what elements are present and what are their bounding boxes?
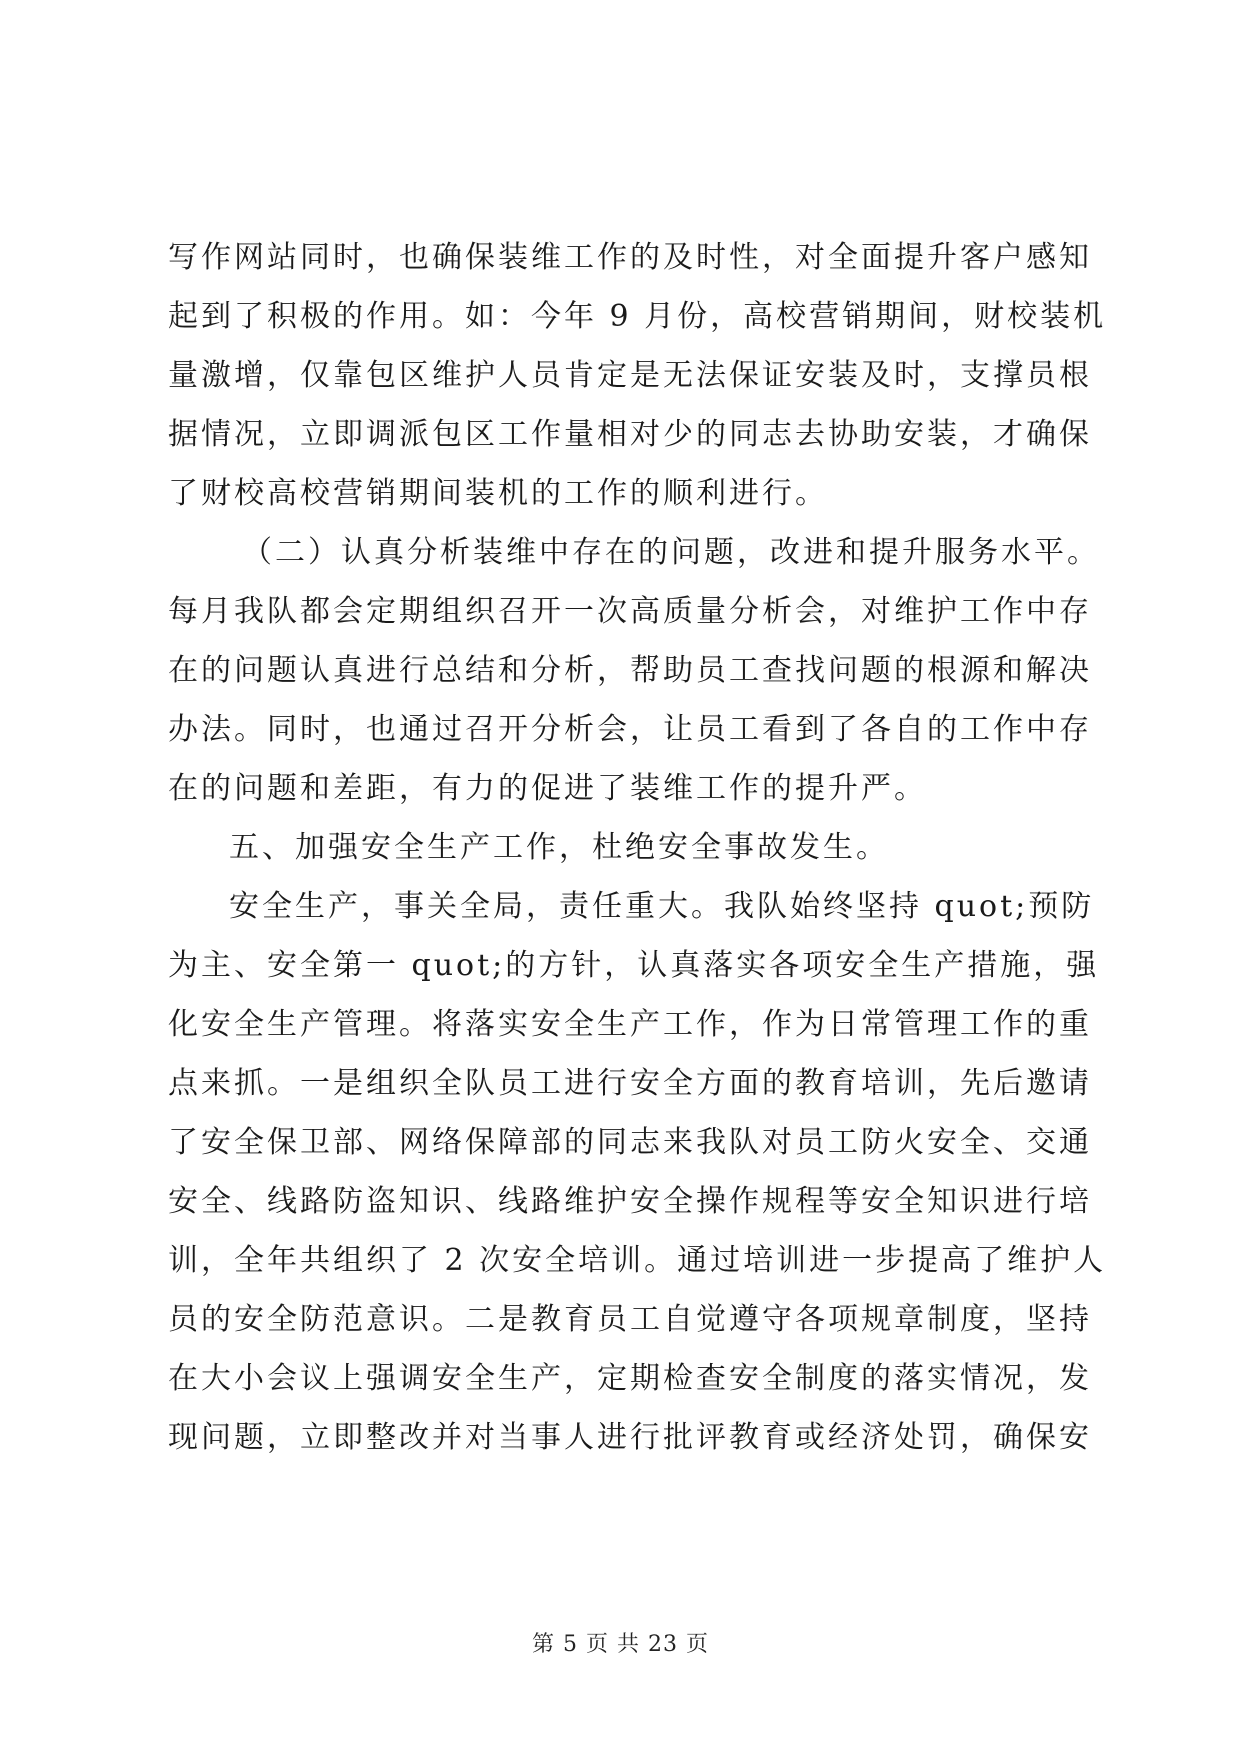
text-line: 现问题，立即整改并对当事人进行批评教育或经济处罚，确保安 [168, 1420, 1092, 1455]
text-line: 在大小会议上强调安全生产，定期检查安全制度的落实情况，发 [168, 1361, 1092, 1396]
section-heading: （二）认真分析装维中存在的问题，改进和提升服务水平。 [242, 535, 1100, 570]
text-line: 了财校高校营销期间装机的工作的顺利进行。 [168, 476, 828, 511]
page-number-footer: 第 5 页 共 23 页 [532, 1632, 709, 1657]
text-line: 在的问题认真进行总结和分析，帮助员工查找问题的根源和解决 [168, 653, 1092, 688]
text-line: 了安全保卫部、网络保障部的同志来我队对员工防火安全、交通 [168, 1125, 1092, 1160]
text-line: 量激增，仅靠包区维护人员肯定是无法保证安装及时，支撑员根 [168, 358, 1092, 393]
text-line: 起到了积极的作用。如：今年 9 月份，高校营销期间，财校装机 [168, 299, 1107, 334]
text-line: 安全生产，事关全局，责任重大。我队始终坚持 quot;预防 [229, 889, 1095, 924]
text-line: 化安全生产管理。将落实安全生产工作，作为日常管理工作的重 [168, 1007, 1092, 1042]
section-heading: 五、加强安全生产工作，杜绝安全事故发生。 [229, 830, 889, 865]
text-line: 员的安全防范意识。二是教育员工自觉遵守各项规章制度，坚持 [168, 1302, 1092, 1337]
text-line: 点来抓。一是组织全队员工进行安全方面的教育培训，先后邀请 [168, 1066, 1092, 1101]
text-line: 安全、线路防盗知识、线路维护安全操作规程等安全知识进行培 [168, 1184, 1092, 1219]
text-line: 训，全年共组织了 2 次安全培训。通过培训进一步提高了维护人 [168, 1243, 1107, 1278]
text-line: 在的问题和差距，有力的促进了装维工作的提升严。 [168, 771, 927, 806]
text-line: 办法。同时，也通过召开分析会，让员工看到了各自的工作中存 [168, 712, 1092, 747]
text-line: 写作网站同时，也确保装维工作的及时性，对全面提升客户感知 [168, 240, 1092, 275]
text-line: 为主、安全第一 quot;的方针，认真落实各项安全生产措施，强 [168, 948, 1100, 983]
text-line: 每月我队都会定期组织召开一次高质量分析会，对维护工作中存 [168, 594, 1092, 629]
body-text [168, 228, 1107, 1467]
text-line: 据情况，立即调派包区工作量相对少的同志去协助安装，才确保 [168, 417, 1092, 452]
